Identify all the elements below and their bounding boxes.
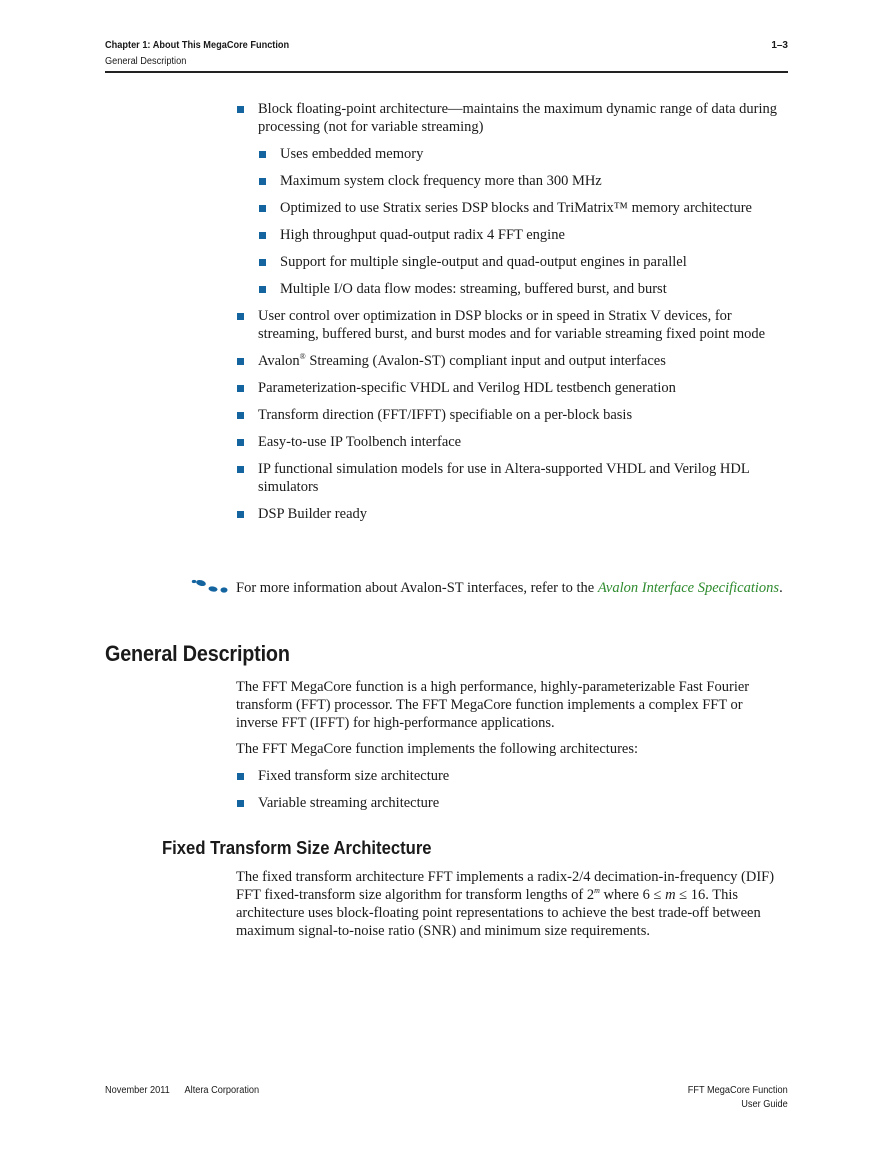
list-item: Easy-to-use IP Toolbench interface	[236, 433, 788, 451]
list-item: Uses embedded memory	[258, 145, 788, 163]
list-item: IP functional simulation models for use in Altera-supported VHDL and Verilog HDL simulators	[236, 460, 788, 496]
list-item: DSP Builder ready	[236, 505, 788, 523]
running-header-section: General Description	[105, 56, 187, 67]
list-item: User control over optimization in DSP blocks or in speed in Stratix V devices, for streaming, buffered burst, and burst modes and for variable streaming fixed point mode	[236, 307, 788, 343]
fixed-text-b: where 6 ≤	[599, 887, 666, 903]
section-heading-general-description: General Description	[105, 641, 290, 666]
note-text	[236, 579, 788, 597]
footer-doc-title: FFT MegaCore Function	[687, 1085, 788, 1096]
feature-sublist	[258, 145, 788, 298]
list-item: Transform direction (FFT/IFFT) specifiable on a per-block basis	[236, 406, 788, 424]
list-item	[236, 100, 788, 298]
avalon-text: Avalon	[258, 353, 300, 369]
footer-left	[105, 1085, 259, 1096]
footer-date: November 2011	[105, 1085, 170, 1096]
general-description-paragraph: The FFT MegaCore function is a high performance, highly-parameterizable Fast Fourier transform (FFT) processor. The FFT MegaCore function implements a complex FFT or inverse FFT (IFFT) for high-performance applications.	[236, 679, 750, 731]
header-rule	[105, 71, 788, 73]
subsection-heading-fixed-transform: Fixed Transform Size Architecture	[162, 837, 432, 858]
variable-m: m	[665, 887, 676, 903]
avalon-spec-link[interactable]: Avalon Interface Specifications	[597, 580, 780, 596]
footer-company: Altera Corporation	[184, 1085, 260, 1096]
list-item: Parameterization-specific VHDL and Verilog HDL testbench generation	[236, 379, 788, 397]
avalon-text-rest: Streaming (Avalon-ST) compliant input and output interfaces	[305, 353, 666, 369]
fixed-transform-paragraph	[236, 868, 788, 940]
architectures-intro: The FFT MegaCore function implements the following architectures:	[236, 741, 639, 757]
fixed-text-a: The fixed transform architecture FFT implements a radix-2/4 decimation-in-frequency (DIF) FFT fixed-transform size algorithm for transform lengths of 2	[236, 869, 775, 903]
note-body: For more information about Avalon-ST interfaces, refer to the	[236, 580, 598, 596]
list-item: Fixed transform size architecture	[236, 767, 788, 785]
feature-list-container	[236, 100, 788, 532]
footer-right	[688, 1085, 788, 1110]
architecture-list	[236, 767, 788, 821]
list-item: High throughput quad-output radix 4 FFT engine	[258, 226, 788, 244]
note-end: .	[779, 580, 783, 596]
list-item: Support for multiple single-output and quad-output engines in parallel	[258, 253, 788, 271]
list-item: Optimized to use Stratix series DSP blocks and TriMatrix™ memory architecture	[258, 199, 788, 217]
feature-list	[236, 100, 788, 523]
list-item: Multiple I/O data flow modes: streaming, buffered burst, and burst	[258, 280, 788, 298]
footprints-note-icon	[187, 578, 231, 596]
list-item	[236, 352, 788, 370]
page-number: 1–3	[771, 40, 788, 51]
bullet-text: Block floating-point architecture—maintains the maximum dynamic range of data during processing (not for variable streaming)	[258, 101, 778, 135]
registered-mark: ®	[299, 352, 306, 362]
list-item: Variable streaming architecture	[236, 794, 788, 812]
fixed-text-c: ≤ 16. This architecture uses block-floating point representations to achieve the best trade-off between maximum signal-to-noise ratio (SNR) and minimum size requirements.	[236, 887, 761, 939]
list-item: Maximum system clock frequency more than 300 MHz	[258, 172, 788, 190]
footer-doc-type: User Guide	[741, 1099, 788, 1110]
exponent-m: m	[594, 886, 600, 896]
running-header-chapter: Chapter 1: About This MegaCore Function	[105, 40, 290, 51]
